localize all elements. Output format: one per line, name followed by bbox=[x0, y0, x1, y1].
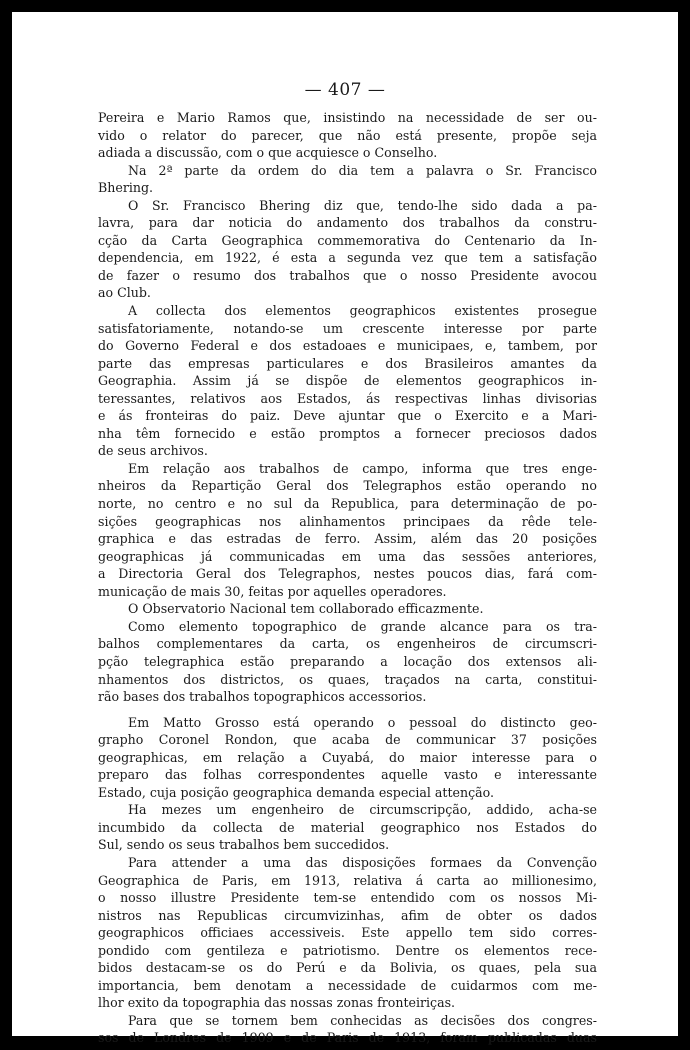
text-line: Na 2ª parte da ordem do dia tem a palavra o Sr. Francisco bbox=[128, 162, 597, 178]
text-line: nistros nas Republicas circumvizinhas, afim de obter os dados bbox=[98, 907, 597, 923]
body-text bbox=[98, 109, 597, 1047]
text-line: Bhering. bbox=[98, 180, 154, 196]
text-line: nha têm fornecido e estão promptos a fornecer preciosos dados bbox=[98, 425, 597, 441]
text-line: Geographia. Assim já se dispõe de elementos geographicos in- bbox=[98, 373, 597, 389]
text-line: Ha mezes um engenheiro de circumscripção, addido, acha-se bbox=[128, 802, 597, 818]
text-line: O Sr. Francisco Bhering diz que, tendo-lhe sido dada a pa- bbox=[128, 197, 597, 213]
text-line: satisfatoriamente, notando-se um crescente interesse por parte bbox=[98, 320, 597, 336]
page-number: — 407 — bbox=[304, 80, 386, 100]
text-line: incumbido da collecta de material geographico nos Estados do bbox=[98, 819, 597, 835]
text-line: Como elemento topographico de grande alcance para os tra- bbox=[128, 618, 597, 634]
text-line: lhor exito da topographia das nossas zonas fronteiriças. bbox=[98, 995, 456, 1011]
text-line: Em Matto Grosso está operando o pessoal do distincto geo- bbox=[128, 714, 597, 730]
text-line: O Observatorio Nacional tem collaborado efficazmente. bbox=[128, 601, 484, 617]
text-line: nheiros da Repartição Geral dos Telegraphos estão operando no bbox=[98, 478, 597, 494]
text-line: e ás fronteiras do paiz. Deve ajuntar que o Exercito e a Mari- bbox=[98, 408, 597, 424]
text-line: sos de Londres de 1909 e de Paris de 1913, foram publicadas duas bbox=[98, 1030, 597, 1046]
text-line: pção telegraphica estão preparando a locação dos extensos ali- bbox=[98, 653, 597, 669]
text-line: de seus archivos. bbox=[98, 443, 208, 459]
text-line: Estado, cuja posição geographica demanda especial attenção. bbox=[98, 784, 495, 800]
text-line: ao Club. bbox=[98, 285, 151, 301]
text-line: preparo das folhas correspondentes aquelle vasto e interessante bbox=[98, 767, 597, 783]
text-line: Geographica de Paris, em 1913, relativa á carta ao millionesimo, bbox=[98, 872, 597, 888]
text-line: Para attender a uma das disposições formaes da Convenção bbox=[128, 854, 597, 870]
text-line: parte das empresas particulares e dos Brasileiros amantes da bbox=[98, 355, 597, 371]
text-line: a Directoria Geral dos Telegraphos, nestes poucos dias, fará com- bbox=[98, 566, 597, 582]
text-line: geographicas já communicadas em uma das sessões anteriores, bbox=[98, 548, 597, 564]
text-line: Em relação aos trabalhos de campo, informa que tres enge- bbox=[128, 460, 597, 476]
text-line: bidos destacam-se os do Perú e da Bolivia, os quaes, pela sua bbox=[98, 960, 597, 976]
text-line: Sul, sendo os seus trabalhos bem succedidos. bbox=[98, 837, 390, 853]
text-line: Pereira e Mario Ramos que, insistindo na necessidade de ser ou- bbox=[98, 110, 597, 125]
text-line: rão bases dos trabalhos topographicos accessorios. bbox=[98, 689, 427, 705]
text-line: vido o relator do parecer, que não está presente, propõe seja bbox=[98, 127, 597, 143]
text-line: dependencia, em 1922, é esta a segunda vez que tem a satisfação bbox=[98, 250, 597, 266]
text-line: de fazer o resumo dos trabalhos que o nosso Presidente avocou bbox=[98, 267, 597, 283]
text-line: do Governo Federal e dos estadoaes e municipaes, e, tambem, por bbox=[98, 338, 597, 354]
text-line: municação de mais 30, feitas por aquelles operadores. bbox=[98, 583, 447, 599]
text-line: teressantes, relativos aos Estados, ás respectivas linhas divisorias bbox=[98, 390, 597, 406]
text-line: nhamentos dos districtos, os quaes, traçados na carta, constitui- bbox=[98, 671, 597, 687]
text-line: geographicas, em relação a Cuyabá, do maior interesse para o bbox=[98, 749, 597, 765]
text-line: geographicos officiaes accessiveis. Este appello tem sido corres- bbox=[98, 925, 597, 941]
text-line: norte, no centro e no sul da Republica, para determinação de po- bbox=[98, 496, 597, 512]
text-line: lavra, para dar noticia do andamento dos trabalhos da constru- bbox=[98, 215, 597, 231]
text-line: Para que se tornem bem conhecidas as decisões dos congres- bbox=[128, 1012, 597, 1028]
book-page bbox=[12, 12, 678, 1046]
text-line: sições geographicas nos alinhamentos principaes da rêde tele- bbox=[98, 513, 597, 529]
text-line: cção da Carta Geographica commemorativa do Centenario da In- bbox=[98, 232, 597, 248]
text-line: o nosso illustre Presidente tem-se entendido com os nossos Mi- bbox=[98, 890, 597, 906]
text-line: pondido com gentileza e patriotismo. Dentre os elementos rece- bbox=[98, 942, 597, 958]
text-line: A collecta dos elementos geographicos existentes prosegue bbox=[128, 303, 597, 319]
text-line: importancia, bem denotam a necessidade de cuidarmos com me- bbox=[98, 977, 597, 993]
text-line: balhos complementares da carta, os engenheiros de circumscri- bbox=[98, 636, 597, 652]
text-line: adiada a discussão, com o que acquiesce o Conselho. bbox=[98, 145, 438, 161]
text-line: graphica e das estradas de ferro. Assim, além das 20 posições bbox=[98, 531, 597, 547]
text-line: grapho Coronel Rondon, que acaba de communicar 37 posições bbox=[98, 732, 597, 748]
